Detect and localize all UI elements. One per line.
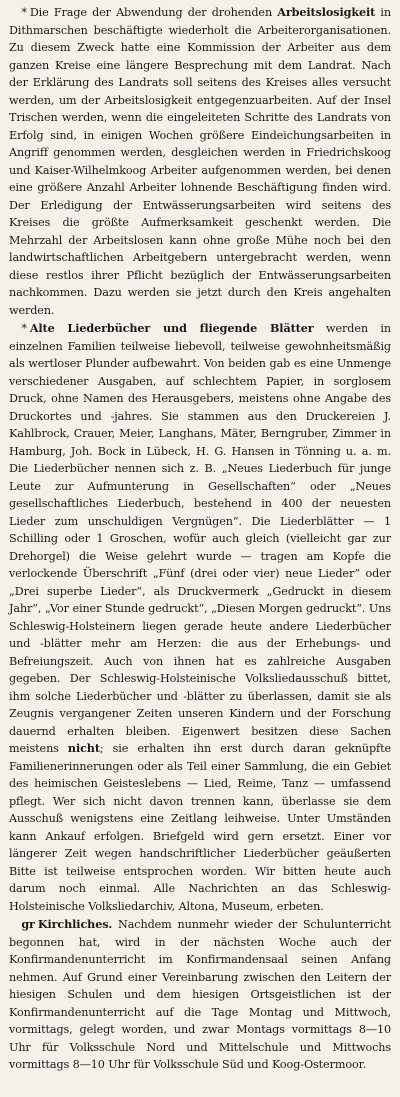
article-marker: * xyxy=(21,6,27,19)
article-headline: Alte Liederbücher und fliegende Blätter xyxy=(29,321,314,335)
article-text: ; sie erhalten ihn erst durch daran geknüpfte Familienerinnerungen oder als Teil einer Sammlung, die ein Gebiet des heimischen Geisteslebens — Lied, Reime, Tanz — umfassend pflegt. Wer sich nicht davon trennen kann, überlasse sie dem Ausschuß wenigstens eine Zeitlang leihweise. Unter Umständen kann Ankauf erfolgen. Briefgeld wird gern ersetzt. Einer vor längerer Zeit wegen handschriftlicher Liederbücher geäußerten Bitte ist teilweise entsprochen worden. Wir bitten heute auch darum noch einmal. Alle Nachrichten an das Schleswig-Holsteinische Volksliedarchiv, Altona, Museum, erbeten. xyxy=(9,742,391,913)
article-text: Nachdem nunmehr wieder der Schulunterricht begonnen hat, wird in der nächsten Woche auch der Konfirmandenunterricht im Konfirmandensaal seinen Anfang nehmen. Auf Grund einer Vereinbarung zwischen den Leitern der hiesigen Schulen und dem hiesigen Ortsgeistlichen ist der Konfirmandenunterricht auf die Tage Montag und Mittwoch, vormittags, gelegt worden, und zwar Montags vormittags 8—10 Uhr für Volksschule Nord und Mittelschule und Mittwochs vormittags 8—10 Uhr für Volksschule Süd und Koog-Ostermoor. xyxy=(9,918,391,1071)
article-arbeitslosigkeit xyxy=(9,4,391,319)
article-text: in Dithmarschen beschäftigte wiederholt die Arbeiterorganisationen. Zu diesem Zweck hatte eine Kommission der Arbeiter aus dem ganzen Kreise eine längere Besprechung mit dem Landrat. Nach der Erklärung des Landrats soll seitens des Kreises alles versucht werden, um der Arbeitslosigkeit entgegenzuarbeiten. Auf der Insel Trischen werden, wenn die eingeleiteten Schritte des Landrats von Erfolg sind, in einigen Wochen größere Eindeichungsarbeiten in Angriff genommen werden, desgleichen werden in Friedrichskoog und Kaiser-Wilhelmkoog Arbeiter aufgenommen werden, bei denen eine größere Anzahl Arbeiter lohnende Beschäftigung finden wird. Der Erledigung der Entwässerungsarbeiten wird seitens des Kreises die größte Aufmerksamkeit geschenkt werden. Die Mehrzahl der Arbeitslosen kann ohne große Mühe noch bei den landwirtschaftlichen Arbeitgebern untergebracht werden, wenn diese restlos ihrer Pflicht bezüglich der Entwässerungsarbeiten nachkommen. Dazu werden sie jetzt durch den Kreis angehalten werden. xyxy=(9,6,391,317)
article-text: Die Frage der Abwendung der drohenden xyxy=(29,6,278,19)
article-headline: Kirchliches. xyxy=(37,917,113,931)
article-emphasis: nicht xyxy=(67,741,100,755)
article-headline: Arbeitslosigkeit xyxy=(277,5,376,19)
author-initials: gr xyxy=(21,917,35,931)
article-kirchliches xyxy=(9,916,391,1074)
article-text: werden in einzelnen Familien teilweise liebevoll, teilweise gewohnheitsmäßig als wertloser Plunder aufbewahrt. Von beiden gab es eine Unmenge verschiedener Ausgaben, auf schlechtem Papier, in sorglosem Druck, ohne Namen des Herausgebers, meistens ohne Angabe des Druckortes und -jahres. Sie stammen aus den Druckereien J. Kahlbrock, Crauer, Meier, Langhans, Mäter, Berngruber, Zimmer in Hamburg, Joh. Bock in Lübeck, H. G. Hansen in Tönning u. a. m. Die Liederbücher nennen sich z. B. „Neues Liederbuch für junge Leute zur Aufmunterung in Gesellschaften“ oder „Neues gesellschaftliches Liederbuch, bestehend in 400 der neuesten Lieder zum unschuldigen Vergnügen“. Die Liederblätter — 1 Schilling oder 1 Groschen, wofür auch gleich (vielleicht gar zur Drehorgel) die Weise gelehrt wurde — tragen am Kopfe die verlockende Überschrift „Fünf (drei oder vier) neue Lieder“ oder „Drei superbe Lieder“, als Druckvermerk „Gedruckt in diesem Jahr“, „Vor einer Stunde gedruckt“, „Diesen Morgen gedruckt“. Uns Schleswig-Holsteinern liegen gerade heute andere Liederbücher und -blätter mehr am Herzen: die aus der Erhebungs- und Befreiungszeit. Auch von ihnen hat es zahlreiche Ausgaben gegeben. Der Schleswig-Holsteinische Volksliedausschuß bittet, ihm solche Liederbücher und -blätter zu überlassen, damit sie als Zeugnis vergangener Zeiten unseren Kindern und der Forschung dauernd erhalten bleiben. Eigenwert besitzen diese Sachen meistens xyxy=(9,322,392,755)
article-liederbuecher xyxy=(9,320,391,915)
article-marker: * xyxy=(21,322,27,335)
